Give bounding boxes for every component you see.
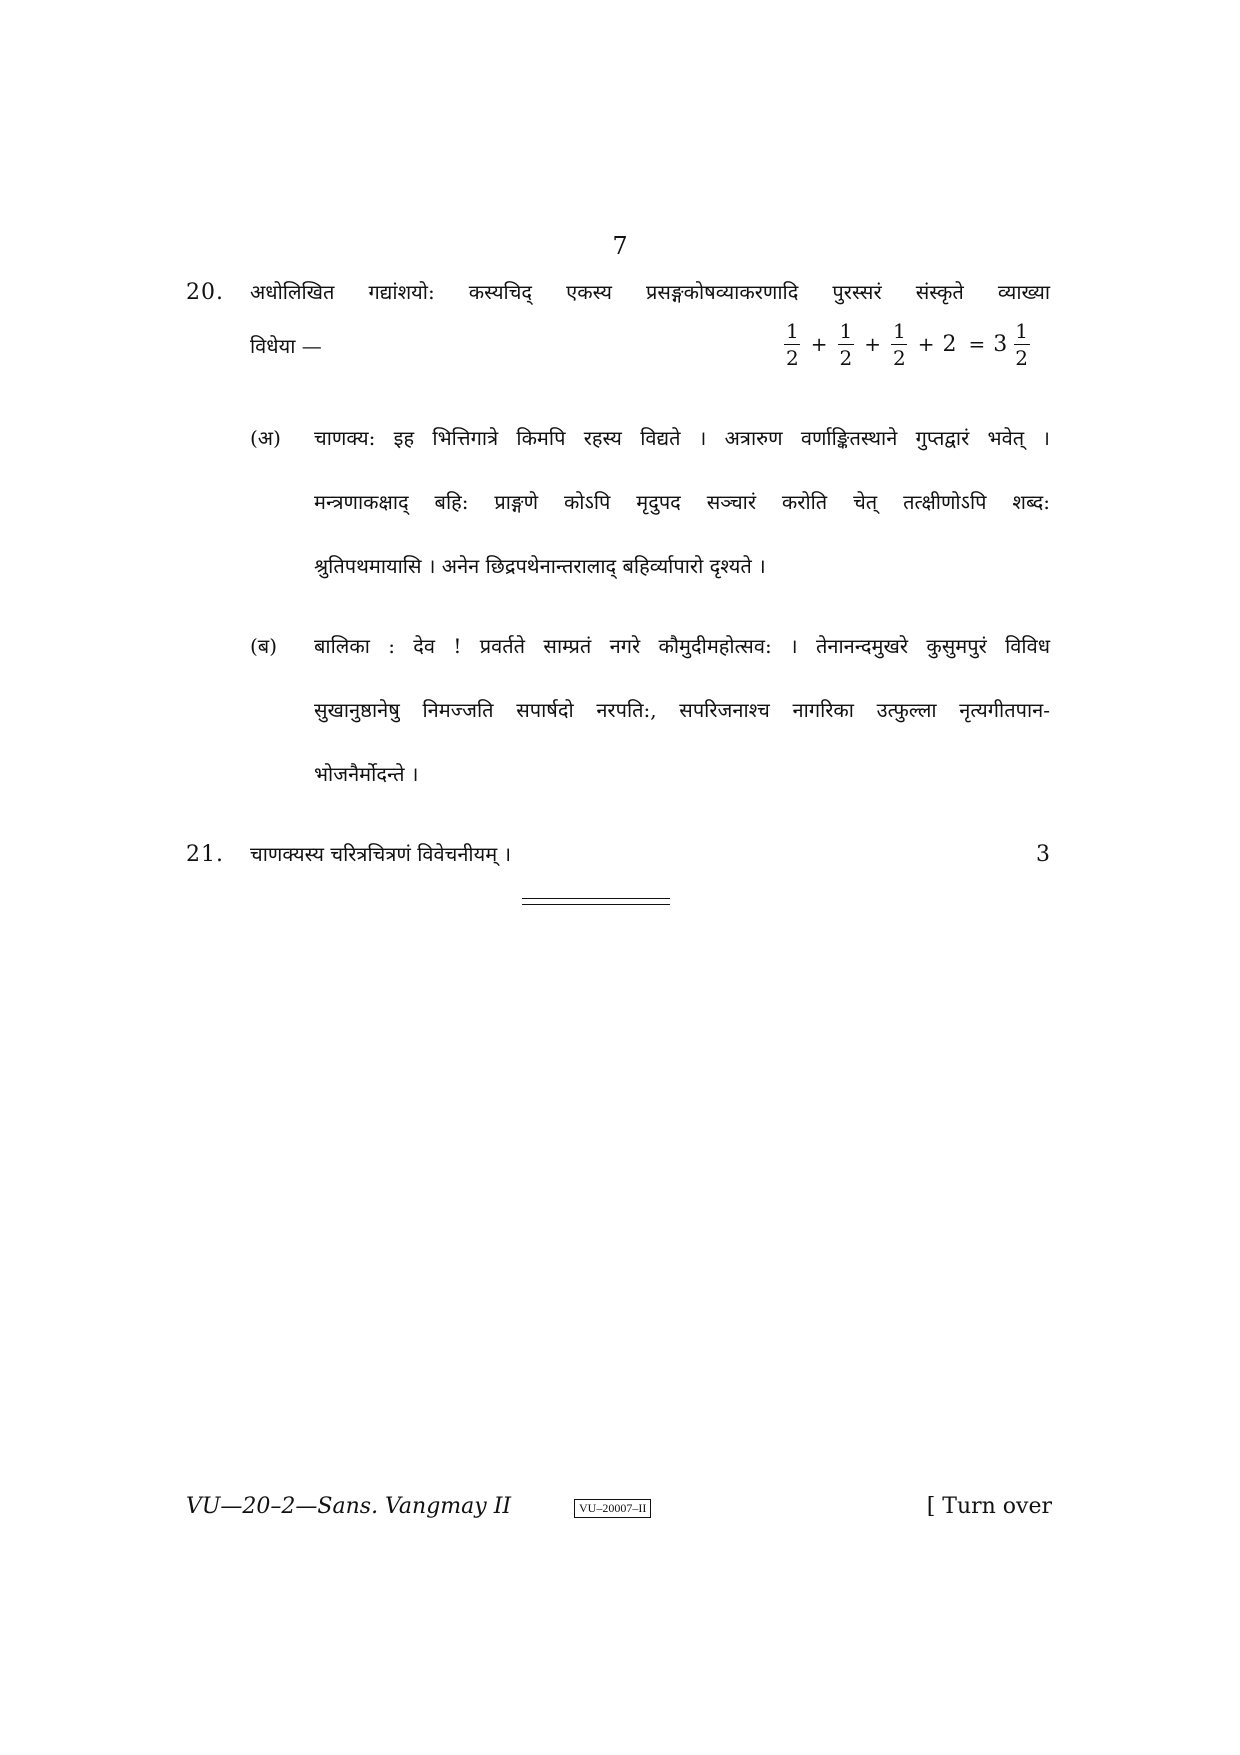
fraction-2 (838, 318, 855, 370)
fraction-numerator: 1 (1015, 318, 1028, 343)
part-b-line-1: बालिका : देव ! प्रवर्तते साम्प्रतं नगरे कौमुदीमहोत्सव: । तेनानन्दमुखरे कुसुमपुरं विविध (314, 634, 1050, 658)
fraction-3 (891, 318, 908, 370)
question-21-number: 21. (186, 842, 224, 867)
question-21-text: चाणक्यस्य चरित्रचित्रणं विवेचनीयम् । (250, 842, 512, 866)
fraction-denominator: 2 (1015, 345, 1028, 370)
fraction-numerator: 1 (786, 318, 799, 343)
page-number: 7 (612, 232, 628, 260)
question-21-marks: 3 (1036, 842, 1050, 867)
part-a-line-3: श्रुतिपथमायासि । अनेन छिद्रपथेनान्तरालाद् बहिर्व्यापारो दृश्यते । (314, 554, 766, 578)
part-a-label: (अ) (250, 426, 281, 450)
part-b-label: (ब) (250, 634, 278, 658)
part-a-line-2: मन्त्रणाकक्षाद् बहि: प्राङ्गणे कोऽपि मृदुपद सञ्चारं करोति चेत् तत्क्षीणोऽपि शब्द: (314, 490, 1050, 514)
end-rule-top (522, 898, 670, 899)
question-20-number: 20. (186, 280, 224, 305)
fraction-numerator: 1 (839, 318, 853, 343)
fraction-1 (784, 318, 801, 370)
marks-formula (782, 318, 1032, 370)
part-b-line-2: सुखानुष्ठानेषु निमज्जति सपार्षदो नरपति:, सपरिजनाश्च नागरिका उत्फुल्ला नृत्यगीतपान- (314, 698, 1050, 722)
fraction-denominator: 2 (839, 345, 853, 370)
footer-turn-over: [ Turn over (926, 1494, 1052, 1519)
fraction-numerator: 1 (893, 318, 906, 343)
result-fraction (1013, 318, 1030, 370)
plus-sign: + (917, 332, 935, 356)
fraction-denominator: 2 (893, 345, 906, 370)
footer-paper-name: VU—20–2—Sans. Vangmay II (186, 1494, 512, 1519)
question-20-text-line2: विधेया — (250, 334, 322, 358)
fraction-denominator: 2 (786, 345, 799, 370)
part-b-line-3: भोजनैर्मोदन्ते । (314, 762, 419, 786)
end-rule-bottom (522, 904, 670, 905)
equals-sign: = (968, 332, 986, 356)
footer-paper-code: VU–20007–II (574, 1499, 651, 1518)
plus-sign: + (810, 332, 828, 356)
plus-sign: + (864, 332, 881, 356)
two-value: 2 (942, 331, 957, 357)
result-whole: 3 (993, 331, 1008, 357)
question-20-text-line1: अधोलिखित गद्यांशयो: कस्यचिद् एकस्य प्रसङ्गकोषव्याकरणादि पुरस्सरं संस्कृते व्याख्या (250, 280, 1050, 304)
part-a-line-1: चाणक्य: इह भित्तिगात्रे किमपि रहस्य विद्यते । अत्रारुण वर्णाङ्कितस्थाने गुप्तद्वारं भवेत् । (314, 426, 1050, 450)
